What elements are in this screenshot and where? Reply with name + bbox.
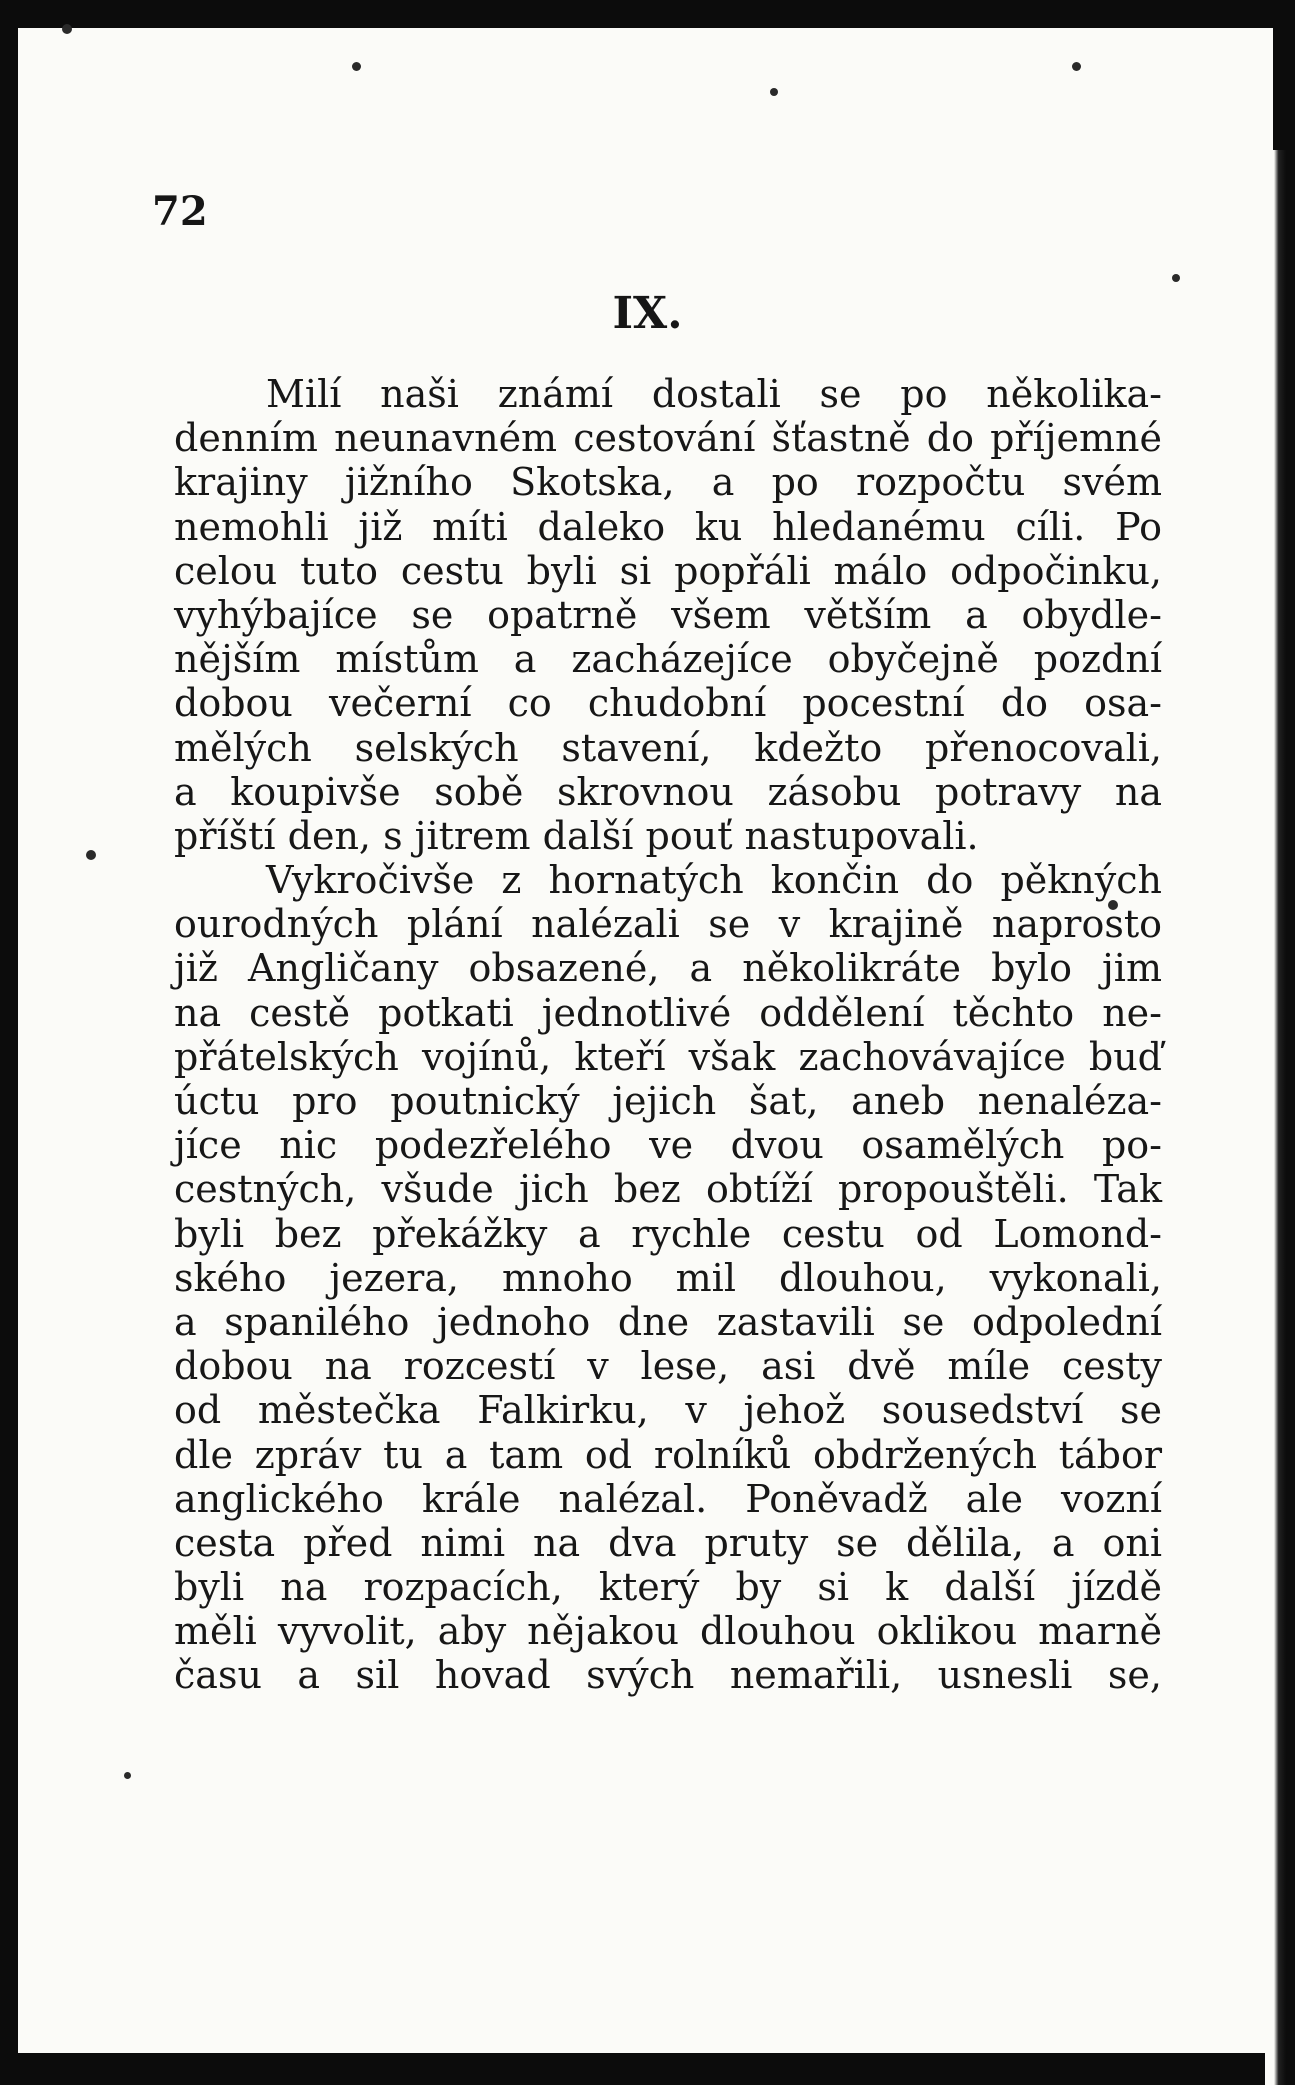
text-line: dle zpráv tu a tam od rolníků obdržených tábor: [174, 1432, 1162, 1477]
text-line: dobou večerní co chudobní pocestní do osa-: [174, 681, 1162, 726]
text-line: denním neunavném cestování šťastně do příjemné: [174, 416, 1162, 461]
print-speck: [124, 1772, 131, 1779]
text-line: mělých selských stavení, kdežto přenocovali,: [174, 725, 1162, 770]
text-line: cestných, všude jich bez obtíží propouštěli. Tak: [174, 1167, 1162, 1212]
text-line: měli vyvolit, aby nějakou dlouhou oklikou marně: [174, 1609, 1162, 1654]
text-line: Vykročivše z hornatých končin do pěkných: [266, 858, 1162, 903]
text-line: úctu pro poutnický jejich šat, aneb nenaléza-: [174, 1079, 1162, 1123]
text-line: již Angličany obsazené, a několikráte bylo jim: [174, 946, 1162, 991]
print-speck: [86, 850, 96, 860]
text-line: na cestě potkati jednotlivé oddělení těchto ne-: [174, 990, 1162, 1035]
page-number: 72: [152, 188, 208, 235]
text-line: a koupivše sobě skrovnou zásobu potravy na: [174, 769, 1162, 814]
page-edge-shadow: [1265, 150, 1295, 2085]
paragraph-1: [174, 372, 1162, 858]
text-line: příští den, s jitrem další pouť nastupovali.: [174, 813, 979, 858]
text-line: krajiny jižního Skotska, a po rozpočtu svém: [174, 460, 1162, 505]
text-line: byli na rozpacích, který by si k další jízdě: [174, 1565, 1162, 1610]
text-line: nemohli již míti daleko ku hledanému cíli. Po: [174, 504, 1162, 549]
body-text: [174, 372, 1162, 1698]
text-line: byli bez překážky a rychle cestu od Lomond-: [174, 1211, 1162, 1256]
text-line: od městečka Falkirku, v jehož sousedství se: [174, 1388, 1162, 1433]
text-line: anglického krále nalézal. Poněvadž ale vozní: [174, 1476, 1162, 1521]
print-speck: [1172, 274, 1180, 282]
text-line: času a sil hovad svých nemařili, usnesli se,: [174, 1653, 1162, 1698]
text-line: Milí naši známí dostali se po několika-: [266, 372, 1162, 416]
print-speck: [770, 88, 778, 96]
text-line: vyhýbajíce se opatrně všem větším a obydle-: [174, 592, 1162, 637]
text-line: ourodných plání nalézali se v krajině naprosto: [174, 902, 1162, 947]
print-speck: [1072, 62, 1081, 71]
print-speck: [62, 24, 72, 34]
text-line: celou tuto cestu byli si popřáli málo odpočinku,: [174, 548, 1162, 593]
text-line: cesta před nimi na dva pruty se dělila, a oni: [174, 1520, 1162, 1565]
print-speck: [352, 62, 361, 71]
text-line: jíce nic podezřelého ve dvou osamělých po-: [174, 1123, 1162, 1168]
text-line: ského jezera, mnoho mil dlouhou, vykonali,: [174, 1255, 1162, 1300]
text-line: dobou na rozcestí v lese, asi dvě míle cesty: [174, 1344, 1162, 1389]
text-line: a spanilého jednoho dne zastavili se odpolední: [174, 1299, 1162, 1344]
chapter-heading: IX.: [612, 288, 683, 339]
text-line: přátelských vojínů, kteří však zachovávajíce buď: [174, 1034, 1162, 1079]
text-line: nějším místům a zacházejíce obyčejně pozdní: [174, 637, 1162, 682]
paragraph-2: [174, 858, 1162, 1698]
